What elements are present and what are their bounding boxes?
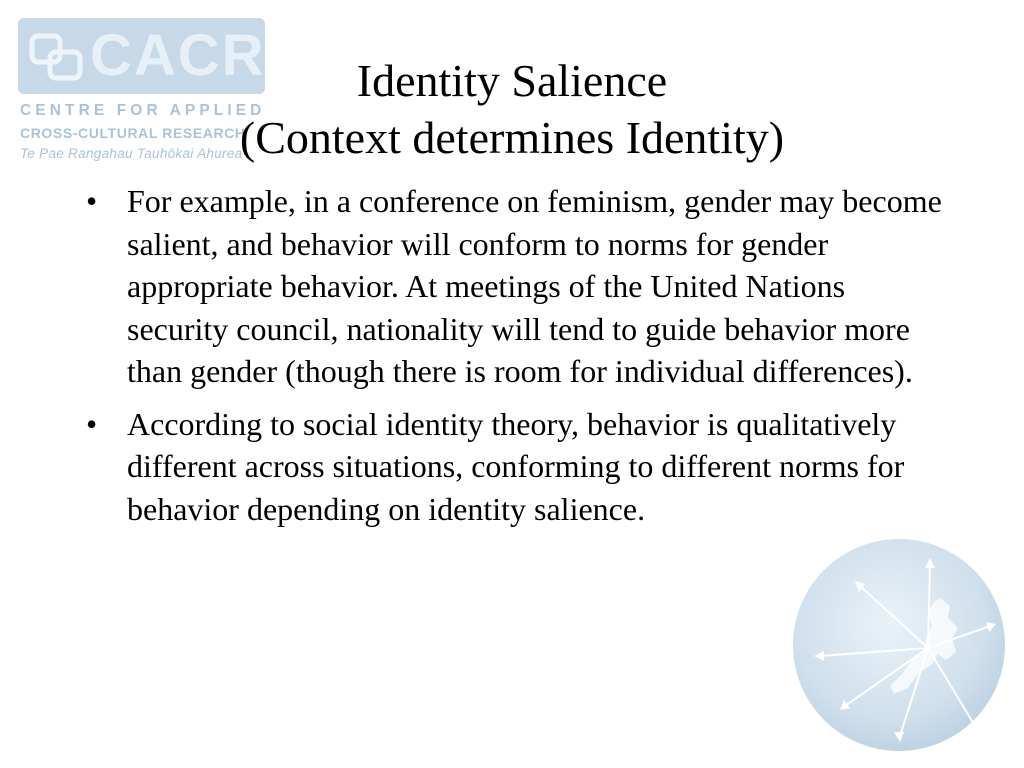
bullet-item <box>86 403 946 531</box>
logo-line-maori: Te Pae Rangahau Tauhōkai Ahurea <box>20 146 243 161</box>
bullet-list <box>86 180 946 540</box>
globe-nz-arrows-icon <box>790 536 1008 754</box>
bullet-dot: • <box>86 405 98 442</box>
logo-line-research: CROSS-CULTURAL RESEARCH <box>20 125 246 141</box>
bullet-text: For example, in a conference on feminism, gender may become salient, and behavior will conform to norms for gender appropriate behavior. At meetings of the United Nations security council, nationality will tend to guide behavior more than gender (though there is room for individual differences). <box>127 183 942 389</box>
logo-line-centre: CENTRE FOR APPLIED <box>20 102 266 119</box>
slide-title <box>160 52 864 166</box>
logo-acronym: CACR <box>90 23 266 88</box>
bullet-dot: • <box>86 183 98 219</box>
bullet-text: According to social identity theory, behavior is qualitatively different across situations, conforming to different norms for behavior depending on identity salience. <box>127 405 905 527</box>
bullet-item <box>86 180 946 393</box>
title-line-1: Identity Salience <box>356 55 668 106</box>
title-line-2: (Context determines Identity) <box>239 112 785 163</box>
linked-squares-icon <box>28 32 88 84</box>
